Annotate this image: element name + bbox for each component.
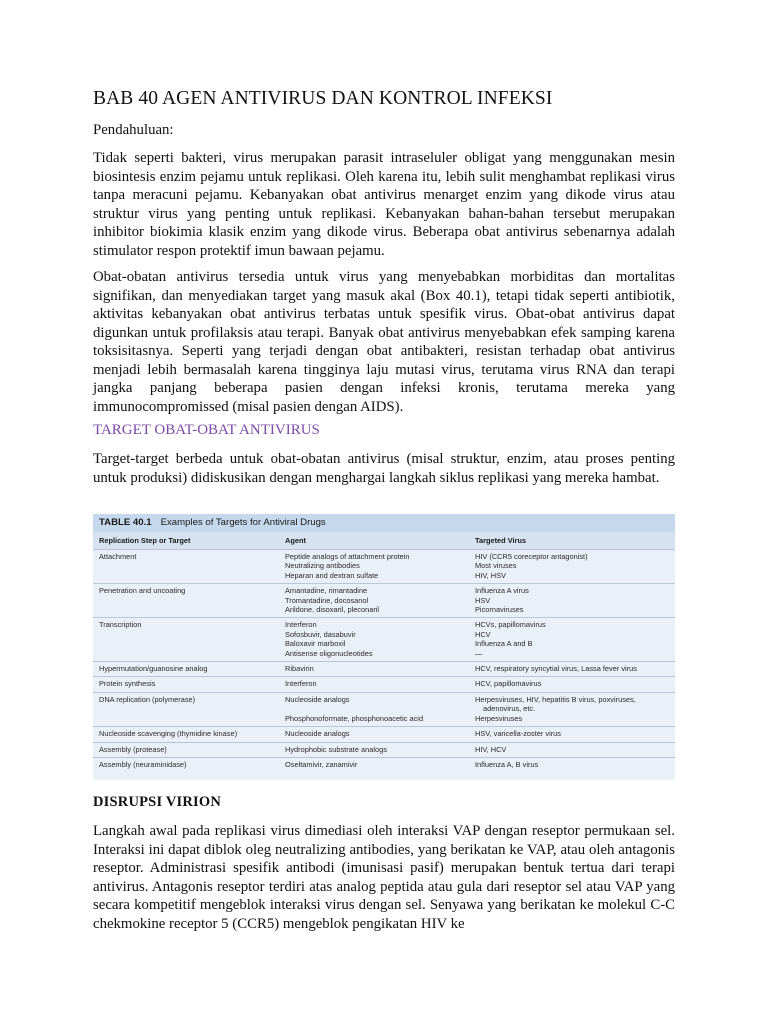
table-row [93, 661, 675, 676]
table-row [93, 549, 675, 583]
agent-line: Nucleoside analogs [285, 729, 350, 739]
cell-targeted-virus [475, 745, 675, 754]
virus-line: HCV, respiratory syncytial virus, Lassa fever virus [475, 664, 637, 674]
table-header-step: Replication Step or Target [99, 536, 191, 545]
table-body [93, 549, 675, 772]
paragraph-intro-2: Obat-obatan antivirus tersedia untuk virus yang menyebabkan morbiditas dan mortalitas signifikan, dan menyediakan target yang masuk akal (Box 40.1), tetapi tidak seperti antibiotik, aktivitas kebanyakan obat antivirus terbatas untuk spesifik virus. Obat-obat antivirus dapat digunkan untuk profilaksis atau terapi. Banyak obat antivirus menyebabkan efek samping karena toksisitasnya. Seperti yang terjadi dengan obat antibakteri, resistan terhadap obat antivirus menjadi lebih bermasalah karena tingginya laju mutasi virus, terutama virus RNA dan terapi jangka panjang beberapa pasien dengan infeksi kronis, terutama mereka yang immunocompromissed (misal pasien dengan AIDS). [93, 269, 675, 415]
virus-line: HCV [475, 629, 491, 639]
cell-agent [285, 586, 475, 614]
subheading-virion-disruption: DISRUPSI VIRION [93, 794, 222, 810]
agent-line: Nucleoside analogs [285, 694, 350, 704]
agent-line: Baloxavir marboxil [285, 639, 346, 649]
virus-line: — [475, 648, 483, 658]
cell-replication-step: Protein synthesis [99, 679, 156, 689]
table-row [93, 583, 675, 617]
agent-line: Interferon [285, 620, 317, 630]
cell-replication-step: Nucleoside scavenging (thymidine kinase) [99, 729, 238, 739]
cell-targeted-virus [475, 620, 675, 658]
agent-line: Amantadine, rimantadine [285, 586, 368, 596]
cell-agent [285, 729, 475, 738]
cell-replication-step: Transcription [99, 620, 142, 630]
cell-agent [285, 620, 475, 658]
agent-line: Arildone, disoxaril, pleconaril [285, 605, 380, 615]
table-row [93, 726, 675, 741]
agent-line: Peptide analogs of attachment protein [285, 552, 410, 561]
cell-agent [285, 745, 475, 754]
cell-targeted-virus [475, 664, 675, 673]
agent-line: Phosphonoformate, phosphonoacetic acid [285, 713, 424, 723]
agent-line: Tromantadine, docosanol [285, 595, 369, 605]
virus-line: Picornaviruses [475, 605, 524, 615]
cell-agent [285, 760, 475, 769]
agent-line: Ribavirin [285, 664, 314, 674]
agent-line: Antisense oligonucleotides [285, 648, 373, 658]
cell-replication-step: Assembly (protease) [99, 744, 167, 754]
cell-targeted-virus [475, 760, 675, 769]
cell-replication-step: Assembly (neuraminidase) [99, 759, 187, 769]
virus-line: Influenza A virus [475, 586, 529, 596]
virus-line: Herpesviruses [475, 713, 523, 723]
cell-targeted-virus [475, 552, 675, 580]
table-row [93, 617, 675, 661]
agent-line: Sofosbuvir, dasabuvir [285, 629, 356, 639]
virus-line: Influenza A and B [475, 639, 533, 649]
virus-line: HCVs, papillomavirus [475, 620, 546, 630]
paragraph-virion-disruption: Langkah awal pada replikasi virus dimediasi oleh interaksi VAP dengan reseptor permukaan sel. Interaksi ini dapat diblok oleg neutralizing antibodies, yang berikatan ke VAP, atau oleh antagonis reseptor. Administrasi spesifik antibodi (imunisasi pasif) merupakan bentuk tertua dari terapi antivirus. Antagonis reseptor terdiri atas analog peptida atau gula dari reseptor sel atau VAP yang secara kompetitif mengeblok interaksi virus dengan sel. Senyawa yang berikatan ke molekul C-C chekmokine receptor 5 (CCR5) mengeblok pengikatan HIV ke [93, 823, 675, 932]
table-caption-text: Examples of Targets for Antiviral Drugs [160, 517, 326, 528]
cell-replication-step: Penetration and uncoating [99, 586, 186, 596]
virus-line: adenovirus, etc. [483, 704, 536, 714]
cell-replication-step: Hypermutation/guanosine analog [99, 664, 208, 674]
table-header-agent: Agent [285, 536, 306, 545]
agent-line: Interferon [285, 679, 317, 689]
virus-line: Most viruses [475, 561, 517, 571]
antiviral-targets-table [93, 514, 675, 780]
virus-line: HSV, varicella-zoster virus [475, 729, 561, 739]
table-row [93, 757, 675, 772]
agent-line: Heparan and dextran sulfate [285, 570, 379, 580]
virus-line: HCV, papillomavirus [475, 679, 542, 689]
table-row [93, 676, 675, 691]
agent-line: Oseltamivir, zanamivir [285, 759, 358, 769]
virus-line: HSV [475, 595, 491, 605]
virus-line: HIV (CCR5 coreceptor antagonist) [475, 552, 588, 561]
cell-agent [285, 664, 475, 673]
section-heading: TARGET OBAT-OBAT ANTIVIRUS [93, 422, 320, 438]
table-row [93, 692, 675, 726]
cell-replication-step: Attachment [99, 552, 137, 561]
table-caption [93, 514, 675, 532]
table-label: TABLE 40.1 [99, 517, 152, 528]
cell-agent [285, 695, 475, 723]
cell-agent [285, 679, 475, 688]
cell-replication-step: DNA replication (polymerase) [99, 694, 196, 704]
cell-targeted-virus [475, 679, 675, 688]
cell-targeted-virus [475, 586, 675, 614]
virus-line: Herpesviruses, HIV, hepatitis B virus, poxviruses, [475, 694, 636, 704]
intro-label: Pendahuluan: [93, 122, 174, 138]
chapter-title: BAB 40 AGEN ANTIVIRUS DAN KONTROL INFEKSI [93, 88, 553, 109]
agent-line: Hydrophobic substrate analogs [285, 744, 387, 754]
virus-line: HIV, HCV [475, 744, 507, 754]
table-header-row [93, 532, 675, 549]
cell-targeted-virus [475, 695, 675, 723]
virus-line: Influenza A, B virus [475, 759, 539, 769]
table-row [93, 742, 675, 757]
table-header-virus: Targeted Virus [475, 536, 527, 545]
cell-agent [285, 552, 475, 580]
paragraph-intro-1: Tidak seperti bakteri, virus merupakan parasit intraseluler obligat yang menggunakan mesin biosintesis enzim pejamu untuk replikasi. Oleh karena itu, lebih sulit menghambat replikasi virus tanpa meracuni pejamu. Kebanyakan obat antivirus menarget enzim yang dikode virus atau struktur virus yang penting untuk replikasi. Kebanyakan bahan-bahan tersebut merupakan inhibitor biokimia klasik enzim yang dikode virus. Beberapa obat antivirus sebenarnya adalah stimulator respon protektif imun bawaan pejamu. [93, 150, 675, 259]
virus-line: HIV, HSV [475, 570, 506, 580]
cell-targeted-virus [475, 729, 675, 738]
agent-line: Neutralizing antibodies [285, 561, 360, 571]
paragraph-targets: Target-target berbeda untuk obat-obatan antivirus (misal struktur, enzim, atau proses penting untuk produksi) didiskusikan dengan menghargai langkah siklus replikasi yang mereka hambat. [93, 451, 675, 486]
